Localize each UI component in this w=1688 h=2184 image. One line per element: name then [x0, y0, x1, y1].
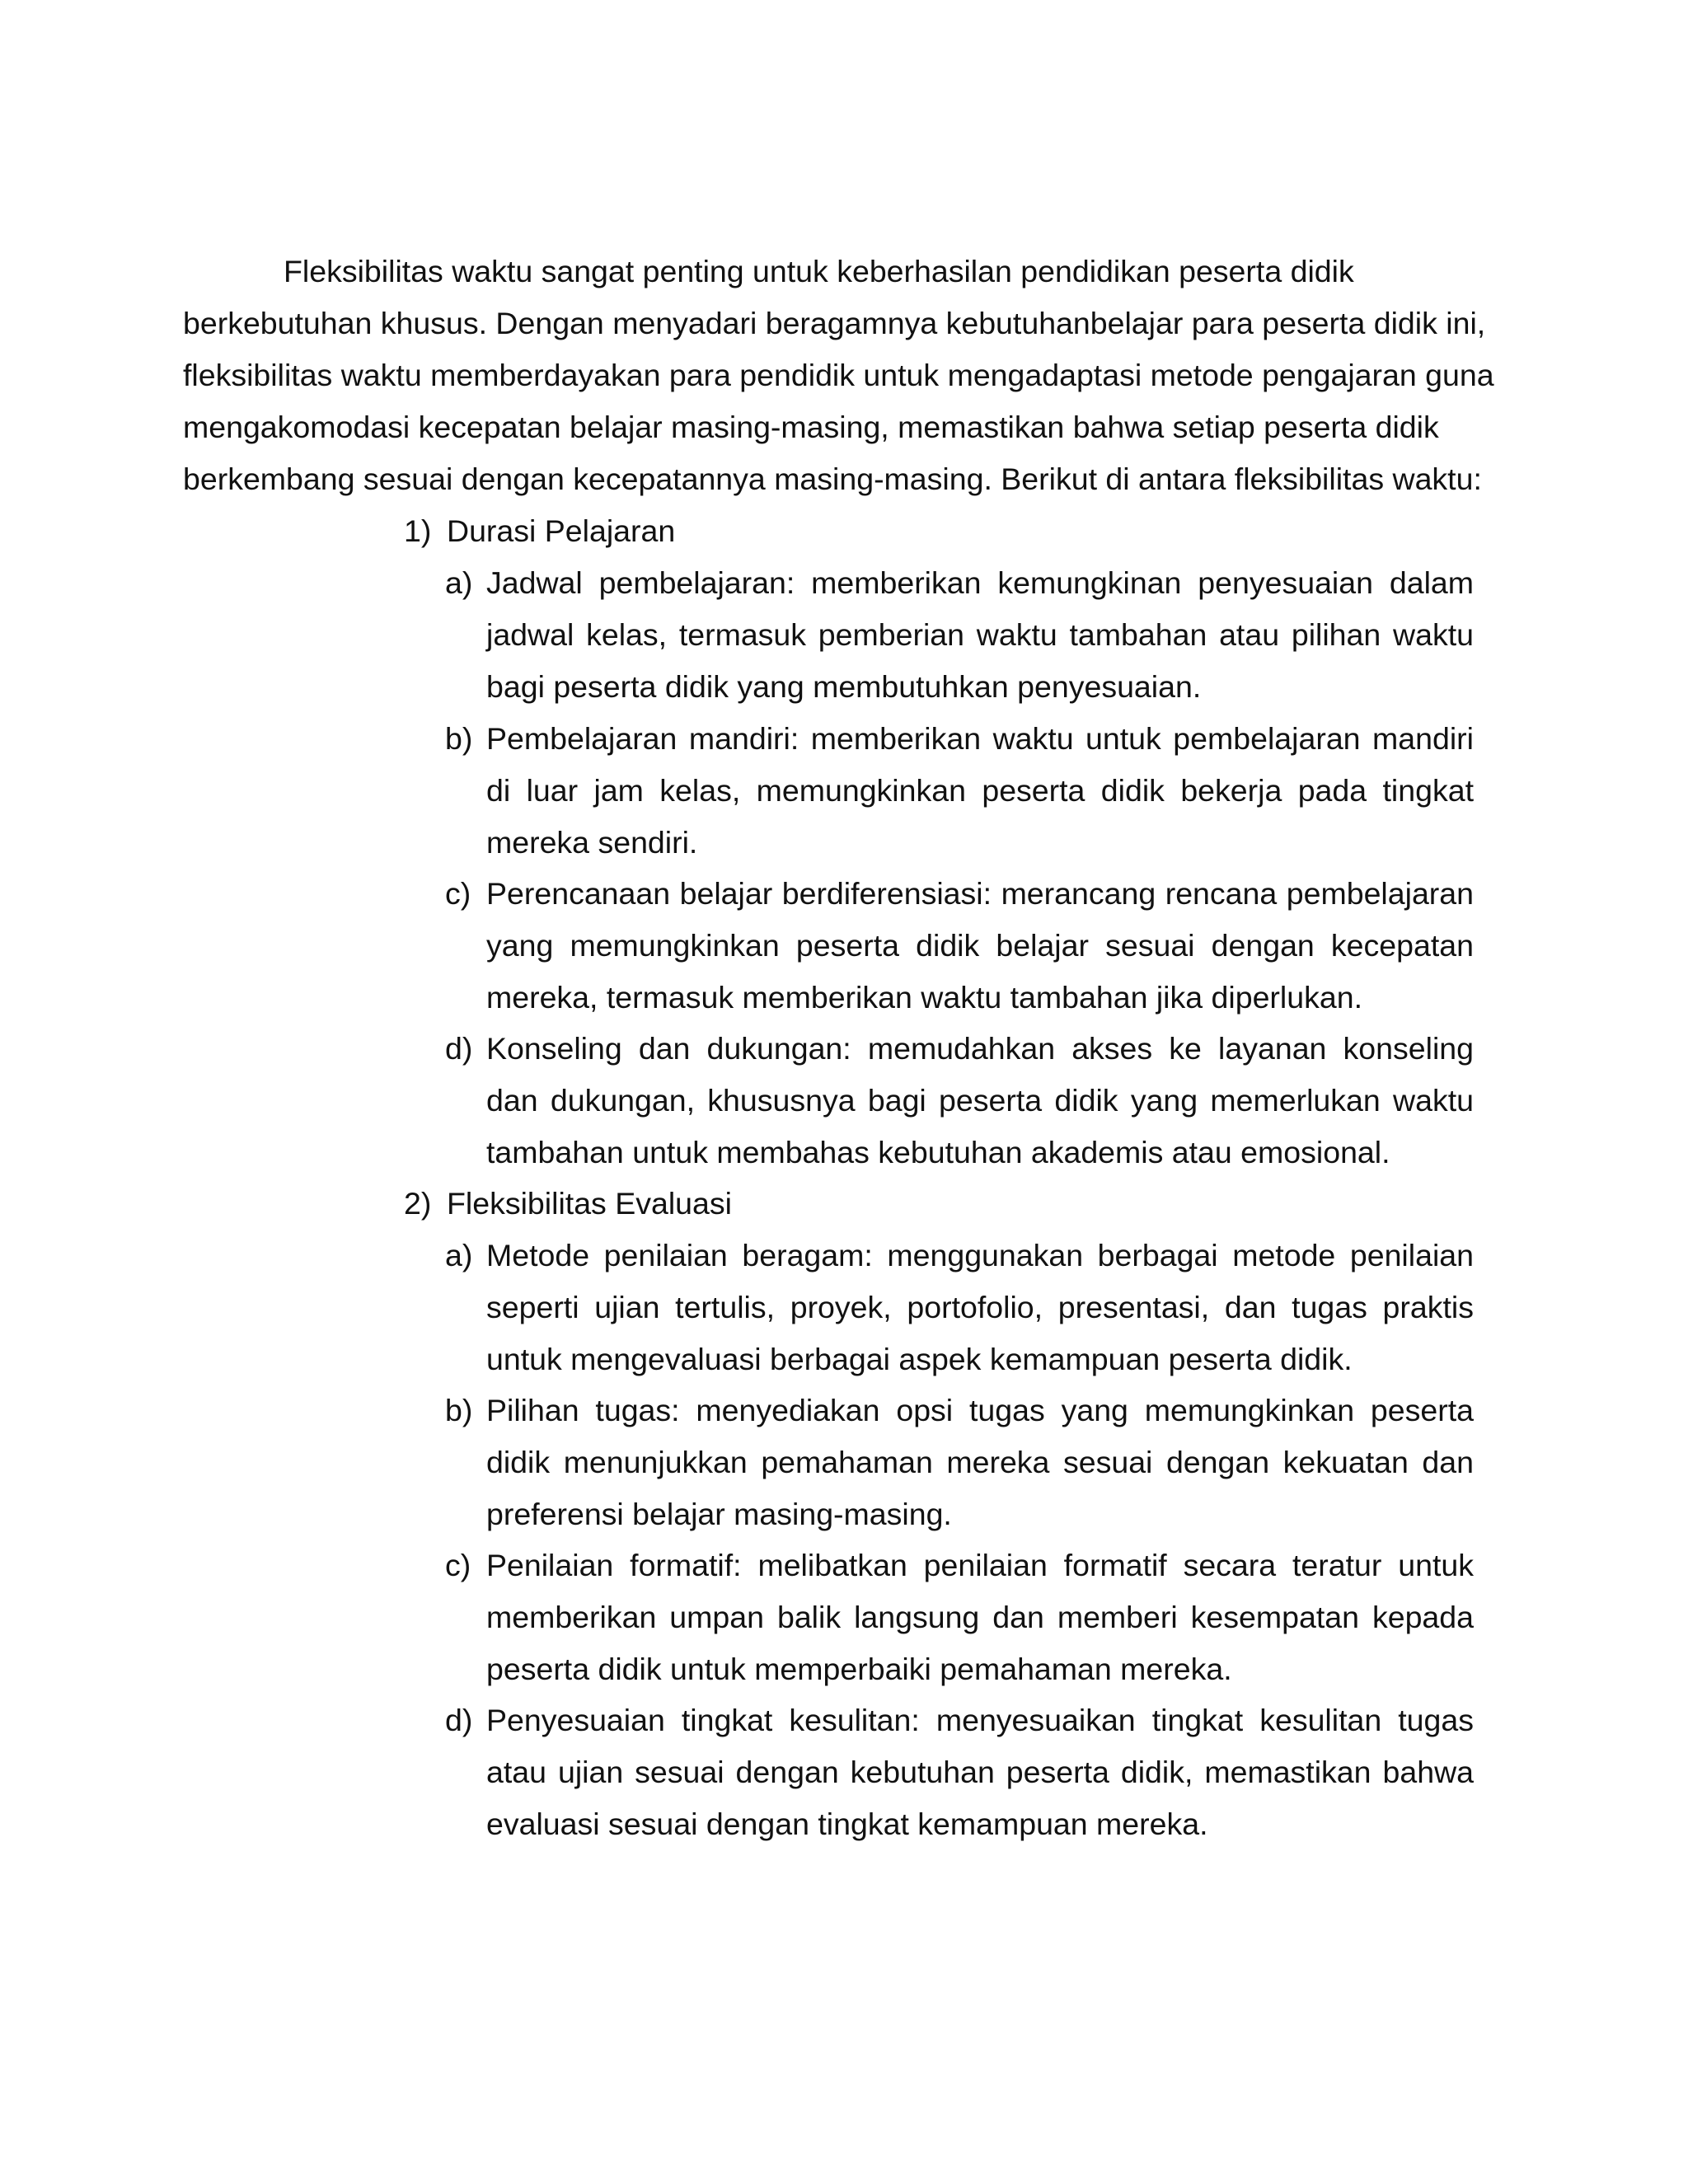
- intro-line: berkebutuhan khusus. Dengan menyadari beragamnya kebutuhanbelajar para peserta didik ini,: [183, 306, 1486, 340]
- list-item: [445, 557, 1474, 713]
- list-item-text: Penyesuaian tingkat kesulitan: menyesuaikan tingkat kesulitan tugas atau ujian sesuai dengan kebutuhan peserta didik, memastikan bahwa evaluasi sesuai dengan tingkat kemampuan mereka.: [486, 1703, 1474, 1841]
- list-item: [445, 868, 1474, 1024]
- list-item-letter: b): [445, 1393, 473, 1427]
- list-item: [445, 1023, 1474, 1179]
- list-item-text: Penilaian formatif: melibatkan penilaian formatif secara teratur untuk memberikan umpan balik langsung dan memberi kesempatan kepada peserta didik untuk memperbaiki pemahaman mereka.: [486, 1548, 1474, 1686]
- list-item-letter: c): [445, 1548, 471, 1582]
- list-item-letter: b): [445, 721, 473, 756]
- list-item-letter: d): [445, 1703, 473, 1737]
- intro-line: Fleksibilitas waktu sangat penting untuk keberhasilan pendidikan peserta didik: [284, 254, 1354, 288]
- intro-line: mengakomodasi kecepatan belajar masing-masing, memastikan bahwa setiap peserta didik: [183, 410, 1439, 444]
- section-title: Durasi Pelajaran: [447, 513, 676, 548]
- section-heading-evaluasi: [404, 1178, 1475, 1230]
- intro-line: berkembang sesuai dengan kecepatannya masing-masing. Berikut di antara fleksibilitas waktu:: [183, 462, 1482, 496]
- list-item: [445, 1694, 1474, 1850]
- list-item-text: Pembelajaran mandiri: memberikan waktu untuk pembelajaran mandiri di luar jam kelas, memungkinkan peserta didik bekerja pada tingkat mereka sendiri.: [486, 721, 1474, 860]
- list-item-letter: a): [445, 1238, 473, 1272]
- list-item-text: Pilihan tugas: menyediakan opsi tugas yang memungkinkan peserta didik menunjukkan pemahaman mereka sesuai dengan kekuatan dan preferensi belajar masing-masing.: [486, 1393, 1474, 1531]
- section-number: 2): [404, 1186, 432, 1221]
- section-title: Fleksibilitas Evaluasi: [447, 1186, 732, 1221]
- list-item-text: Jadwal pembelajaran: memberikan kemungkinan penyesuaian dalam jadwal kelas, termasuk pemberian waktu tambahan atau pilihan waktu bagi peserta didik yang membutuhkan penyesuaian.: [486, 565, 1474, 704]
- list-item: [445, 1230, 1474, 1385]
- list-item-text: Metode penilaian beragam: menggunakan berbagai metode penilaian seperti ujian tertulis, proyek, portofolio, presentasi, dan tugas praktis untuk mengevaluasi berbagai aspek kemampuan peserta didik.: [486, 1238, 1474, 1376]
- intro-paragraph: [183, 246, 1494, 505]
- list-item-letter: c): [445, 876, 471, 911]
- list-item: [445, 713, 1474, 869]
- list-item-letter: a): [445, 565, 473, 600]
- list-item: [445, 1385, 1474, 1540]
- list-item: [445, 1540, 1474, 1695]
- intro-line: fleksibilitas waktu memberdayakan para pendidik untuk mengadaptasi metode pengajaran guna: [183, 358, 1494, 392]
- section-number: 1): [404, 513, 432, 548]
- list-item-text: Perencanaan belajar berdiferensiasi: merancang rencana pembelajaran yang memungkinkan peserta didik belajar sesuai dengan kecepatan mereka, termasuk memberikan waktu tambahan jika diperlukan.: [486, 876, 1474, 1015]
- list-item-text: Konseling dan dukungan: memudahkan akses ke layanan konseling dan dukungan, khususnya bagi peserta didik yang memerlukan waktu tambahan untuk membahas kebutuhan akademis atau emosional.: [486, 1031, 1474, 1169]
- section-heading-durasi: [404, 505, 1475, 557]
- list-item-letter: d): [445, 1031, 473, 1066]
